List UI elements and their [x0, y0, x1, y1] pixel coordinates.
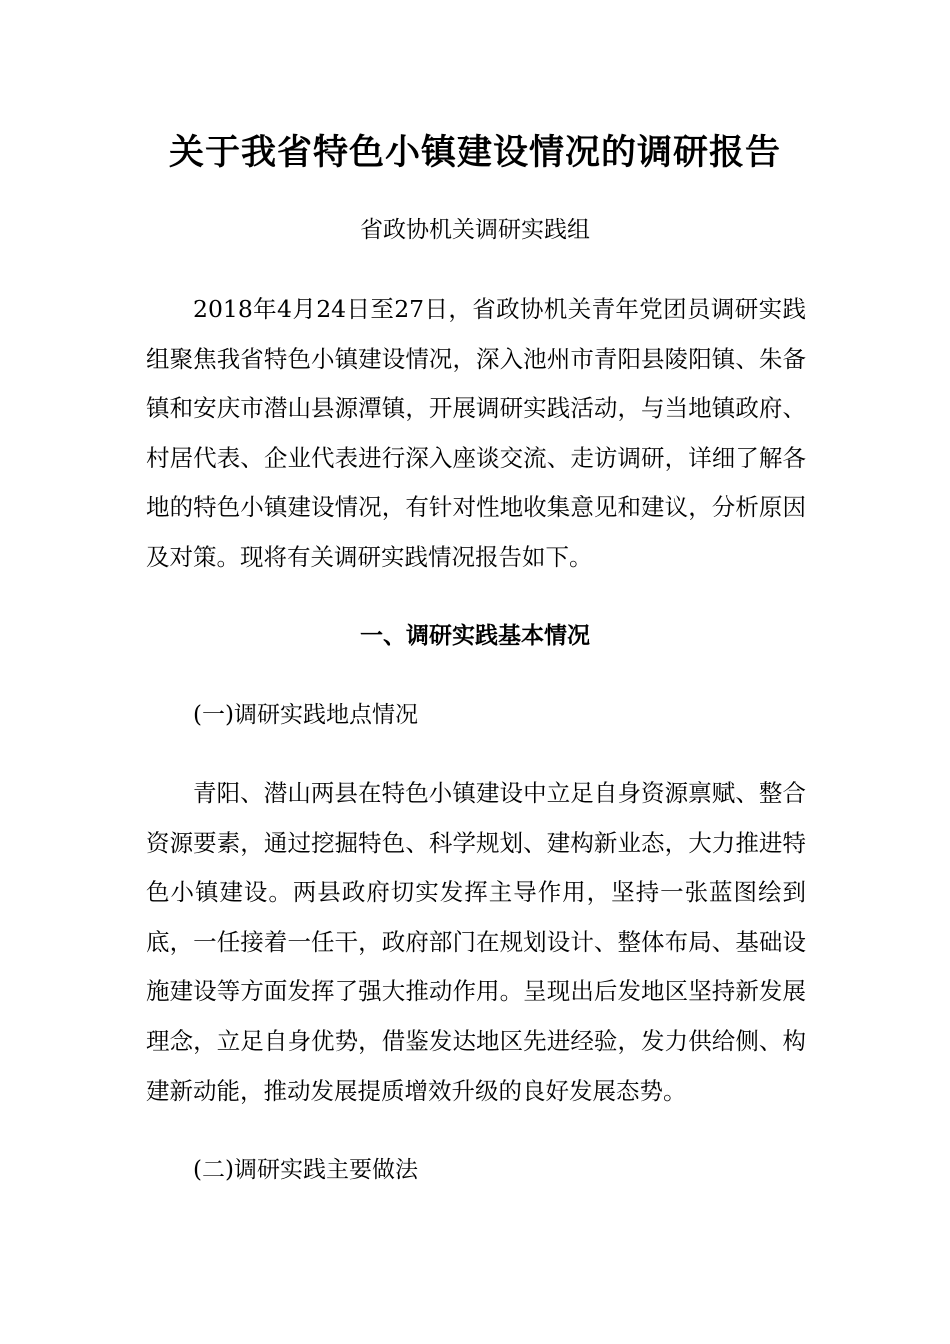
intro-paragraph: 2018年4月24日至27日，省政协机关青年党团员调研实践组聚焦我省特色小镇建设情况，深入池州市青阳县陵阳镇、朱备镇和安庆市潜山县源潭镇，开展调研实践活动，与当地镇政府、村居代表、企业代表进行深入座谈交流、走访调研，详细了解各地的特色小镇建设情况，有针对性地收集意见和建议，分析原因及对策。现将有关调研实践情况报告如下。 [146, 295, 806, 571]
body-paragraph: 青阳、潜山两县在特色小镇建设中立足自身资源禀赋、整合资源要素，通过挖掘特色、科学规划、建构新业态，大力推进特色小镇建设。两县政府切实发挥主导作用，坚持一张蓝图绘到底，一任接着一任干，政府部门在规划设计、整体布局、基础设施建设等方面发挥了强大推动作用。呈现出后发地区坚持新发展理念，立足自身优势，借鉴发达地区先进经验，发力供给侧、构建新动能，推动发展提质增效升级的良好发展态势。 [146, 779, 806, 1105]
section-heading: 一、调研实践基本情况 [360, 622, 590, 649]
document-author: 省政协机关调研实践组 [360, 217, 590, 243]
subsection-heading: (二)调研实践主要做法 [193, 1157, 418, 1183]
subsection-heading: (一)调研实践地点情况 [193, 702, 418, 728]
document-title: 关于我省特色小镇建设情况的调研报告 [168, 132, 781, 173]
